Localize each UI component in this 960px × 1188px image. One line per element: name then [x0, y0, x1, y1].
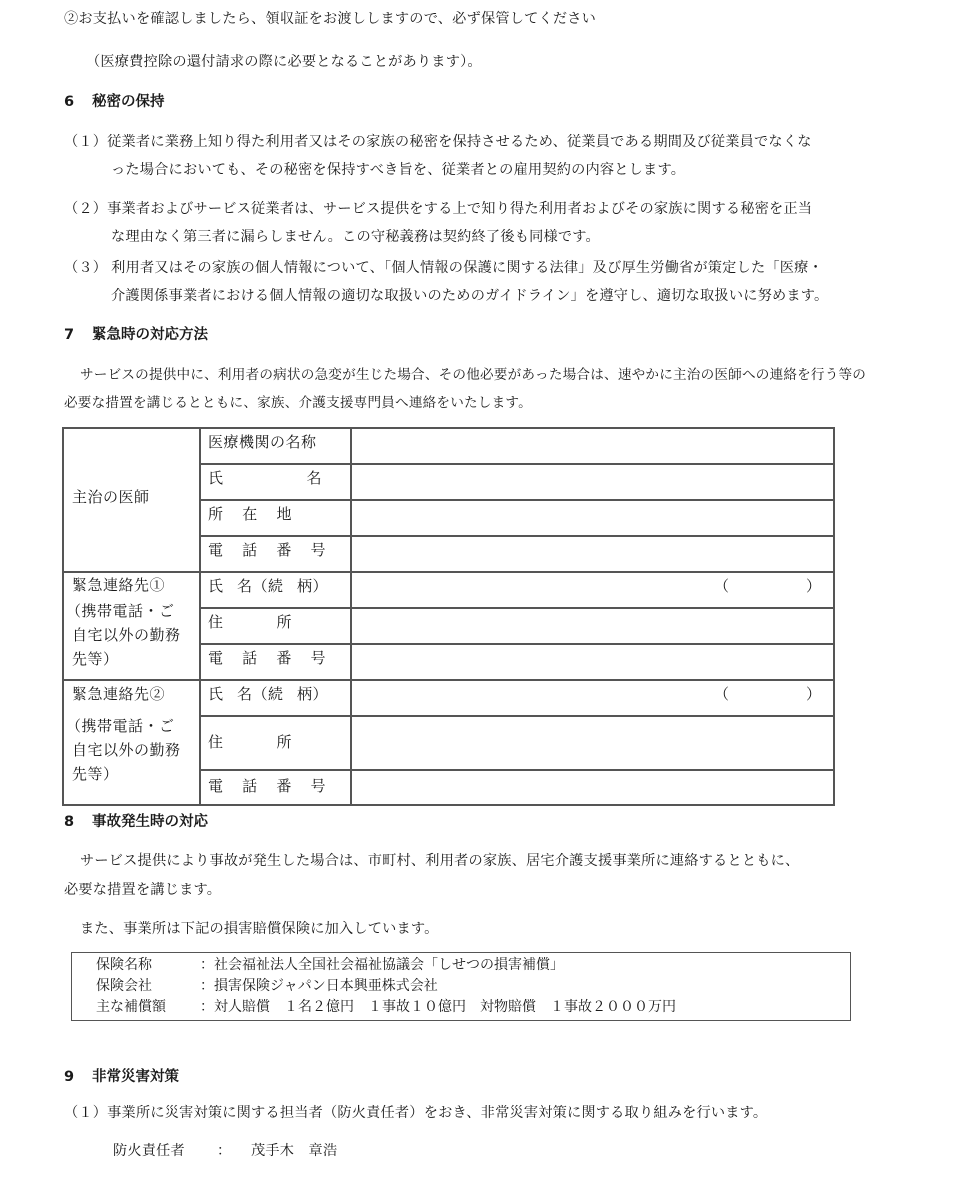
section6-item1-line1 — [64, 133, 812, 151]
fire-officer-line — [113, 1142, 337, 1160]
label-char: 在 — [242, 505, 258, 523]
section8-heading — [64, 813, 208, 831]
group-note-line: （携帯電話・ご — [66, 602, 175, 620]
section7-para-line1: サービスの提供中に、利用者の病状の急変が生じた場合、その他必要があった場合は、速やかに主治の医師への連絡を行う等の — [80, 367, 867, 383]
label-char: 号 — [310, 777, 326, 795]
section9-item1 — [64, 1104, 767, 1122]
item-label: （３） — [64, 260, 108, 276]
label-char: 住 — [208, 613, 224, 631]
label-char: 番 — [276, 649, 292, 667]
label-char: 氏 — [208, 685, 224, 703]
label-char: 地 — [276, 505, 292, 523]
payment-note-line1: ②お支払いを確認しましたら、領収証をお渡ししますので、必ず保管してください — [64, 11, 597, 27]
contact2-phone-field[interactable] — [356, 775, 826, 799]
contact2-relation-field[interactable] — [728, 685, 804, 709]
group-note-line: 先等） — [72, 650, 119, 668]
section6-title: 秘密の保持 — [92, 94, 165, 110]
table-border — [199, 607, 835, 609]
row-label-name-relation — [208, 577, 328, 595]
label-char: 名 — [306, 469, 322, 487]
row-label-residence — [208, 733, 292, 751]
insurance-value: ：損害保険ジャパン日本興亜株式会社 — [200, 978, 438, 994]
table-border — [199, 427, 201, 806]
insurance-row-name — [96, 956, 564, 974]
contact1-address-field[interactable] — [356, 613, 826, 637]
table-border — [199, 643, 835, 645]
insurance-key: 主な補償額 — [96, 999, 166, 1015]
table-border — [199, 769, 835, 771]
fire-officer-name: 茂手木 章浩 — [251, 1143, 338, 1159]
label-char: 住 — [208, 733, 224, 751]
section8-number: 8 — [64, 814, 75, 830]
row-label-phone — [208, 777, 326, 795]
paren-close: ） — [806, 685, 822, 703]
paren-open: （ — [714, 577, 730, 595]
row-label-phone — [208, 541, 326, 559]
table-border — [62, 804, 835, 806]
item-text: 利用者又はその家族の個人情報について、「個人情報の保護に関する法律」及び厚生労働省が策定した「医療・ — [111, 260, 823, 276]
label-char: 氏 — [208, 469, 224, 487]
fire-officer-label: 防火責任者 — [113, 1143, 185, 1159]
section8-para-line2: 必要な措置を講じます。 — [64, 882, 222, 898]
physician-phone-field[interactable] — [356, 541, 826, 565]
table-border — [350, 427, 352, 806]
section6-heading — [64, 93, 165, 111]
label-char: 号 — [310, 541, 326, 559]
label-char: 話 — [242, 541, 258, 559]
paren-close: ） — [806, 577, 822, 595]
item-label: （２） — [64, 201, 108, 217]
label-char: 話 — [242, 649, 258, 667]
label-char: 所 — [276, 613, 292, 631]
label-char: 号 — [310, 649, 326, 667]
group-note-line: 先等） — [72, 765, 119, 783]
section7-title: 緊急時の対応方法 — [92, 327, 208, 343]
item-text: 事業所に災害対策に関する担当者（防火責任者）をおき、非常災害対策に関する取り組みを行います。 — [107, 1105, 768, 1121]
section7-number: 7 — [64, 327, 75, 343]
row-label-name — [208, 469, 322, 487]
contact1-phone-field[interactable] — [356, 649, 826, 673]
row-label-residence — [208, 613, 292, 631]
section7-para-line2: 必要な措置を講じるとともに、家族、介護支援専門員へ連絡をいたします。 — [64, 395, 532, 411]
section9-title: 非常災害対策 — [92, 1069, 179, 1085]
contact1-name-field[interactable] — [356, 577, 706, 601]
label-char: 氏 — [208, 577, 224, 595]
row-label-phone — [208, 649, 326, 667]
row-label-name-relation — [208, 685, 328, 703]
table-border — [62, 427, 835, 429]
table-border — [199, 715, 835, 717]
label-char: 名（続 — [236, 577, 284, 595]
contact1-relation-field[interactable] — [728, 577, 804, 601]
section6-item2-line1 — [64, 200, 812, 218]
insurance-row-coverage — [96, 998, 676, 1016]
insurance-key: 保険名称 — [96, 957, 152, 973]
section8-para2: また、事業所は下記の損害賠償保険に加入しています。 — [80, 921, 439, 937]
table-border — [199, 499, 835, 501]
table-border — [833, 427, 835, 806]
institution-name-field[interactable] — [356, 433, 826, 457]
group-title-emergency-contact-1: 緊急連絡先① — [72, 576, 166, 594]
group-note-line: （携帯電話・ご — [66, 717, 175, 735]
group-title-emergency-contact-2: 緊急連絡先② — [72, 685, 166, 703]
section6-number: 6 — [64, 94, 75, 110]
label-char: 所 — [276, 733, 292, 751]
section7-heading — [64, 326, 208, 344]
section6-item3-line1 — [64, 259, 823, 277]
insurance-row-company — [96, 977, 438, 995]
item-label: （１） — [64, 1105, 108, 1121]
insurance-key: 保険会社 — [96, 978, 152, 994]
group-note-line: 自宅以外の勤務 — [72, 741, 181, 759]
group-title-attending-physician: 主治の医師 — [72, 488, 150, 506]
label-char: 電 — [208, 541, 224, 559]
label-char: 番 — [276, 777, 292, 795]
item-text: 従業者に業務上知り得た利用者又はその家族の秘密を保持させるため、従業員である期間及び従業員でなくな — [107, 134, 812, 150]
fire-officer-separator: ： — [217, 1143, 232, 1159]
label-char: 電 — [208, 649, 224, 667]
insurance-value: ：社会福祉法人全国社会福祉協議会「しせつの損害補償」 — [200, 957, 564, 973]
label-char: 電 — [208, 777, 224, 795]
table-border — [62, 427, 64, 806]
label-char: 番 — [276, 541, 292, 559]
label-char: 柄） — [296, 685, 328, 703]
contact2-name-field[interactable] — [356, 685, 706, 709]
section6-item2-line2: な理由なく第三者に漏らしません。この守秘義務は契約終了後も同様です。 — [111, 229, 600, 245]
item-label: （１） — [64, 134, 108, 150]
paren-open: （ — [714, 685, 730, 703]
insurance-value: ：対人賠償 １名２億円 １事故１０億円 対物賠償 １事故２０００万円 — [200, 999, 676, 1015]
table-border — [62, 679, 835, 681]
label-char: 柄） — [296, 577, 328, 595]
payment-note-line2: （医療費控除の還付請求の際に必要となることがあります）。 — [86, 54, 482, 70]
section9-number: 9 — [64, 1069, 75, 1085]
item-text: 事業者およびサービス従業者は、サービス提供をする上で知り得た利用者およびその家族に関する秘密を正当 — [107, 201, 813, 217]
table-border — [62, 571, 835, 573]
section9-heading — [64, 1068, 179, 1086]
table-border — [199, 535, 835, 537]
section8-title: 事故発生時の対応 — [92, 814, 208, 830]
label-char: 所 — [208, 505, 224, 523]
row-label-address — [208, 505, 292, 523]
insurance-box — [71, 952, 851, 1021]
label-char: 話 — [242, 777, 258, 795]
label-char: 名（続 — [236, 685, 284, 703]
physician-name-field[interactable] — [356, 469, 826, 493]
section6-item1-line2: った場合においても、その秘密を保持すべき旨を、従業者との雇用契約の内容とします。 — [111, 162, 686, 178]
group-note-line: 自宅以外の勤務 — [72, 626, 181, 644]
table-border — [199, 463, 835, 465]
contact2-address-field[interactable] — [356, 721, 826, 763]
row-label-institution-name: 医療機関の名称 — [208, 433, 317, 451]
section6-item3-line2: 介護関係事業者における個人情報の適切な取扱いのためのガイドライン」を遵守し、適切な取扱いに努めます。 — [111, 288, 829, 304]
section8-para-line1: サービス提供により事故が発生した場合は、市町村、利用者の家族、居宅介護支援事業所に連絡するとともに、 — [80, 853, 800, 869]
physician-address-field[interactable] — [356, 505, 826, 529]
